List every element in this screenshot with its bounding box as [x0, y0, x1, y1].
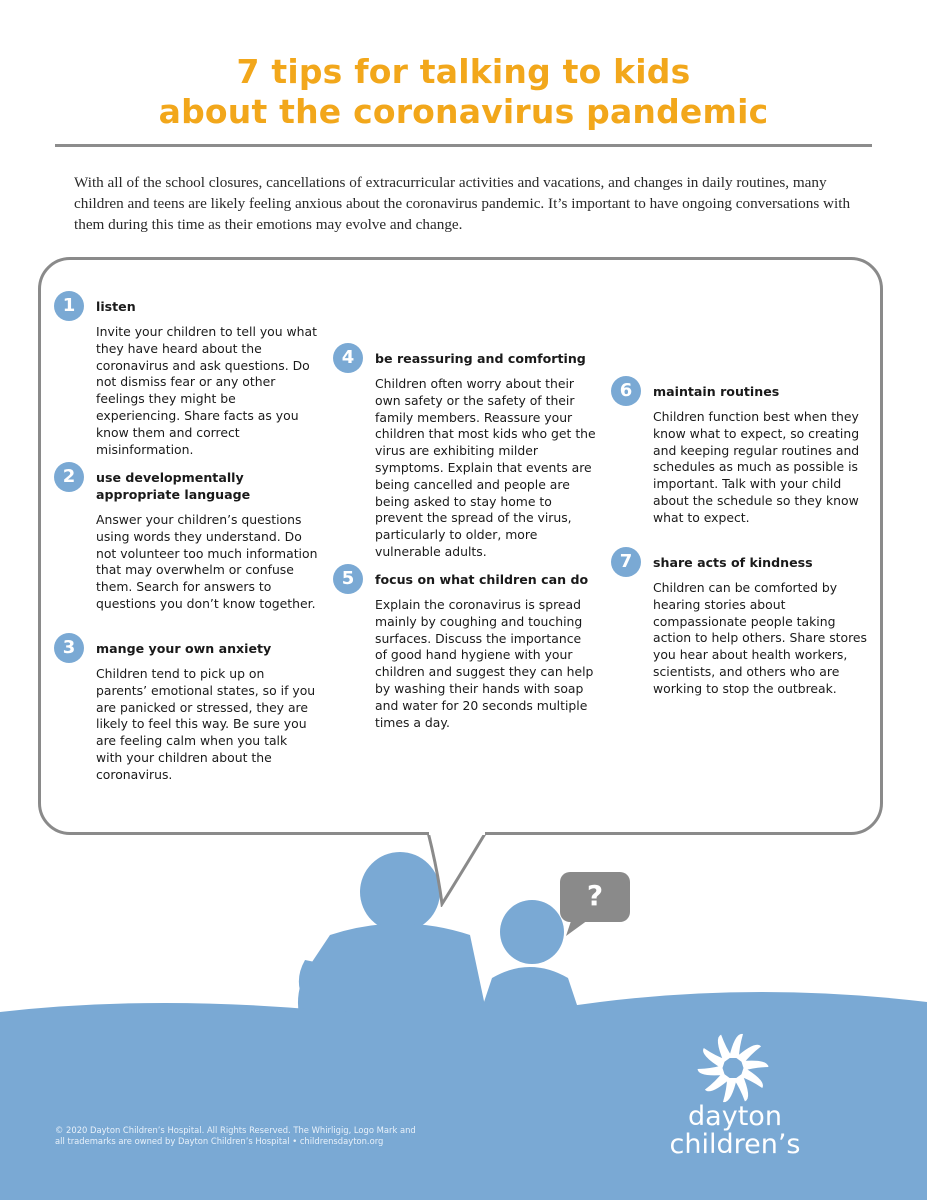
tip-heading: use developmentally appropriate language	[96, 470, 251, 502]
intro-paragraph: With all of the school closures, cancellations of extracurricular activities and vacations, and changes in daily routines, many children and teens are likely feeling anxious about the coronavirus pandemic. It’s important to have ongoing conversations with them during this time as their emotions may evolve and change.	[74, 174, 851, 233]
tip-heading: maintain routines	[653, 384, 780, 399]
tip-number-badge: 4	[333, 343, 363, 373]
tip-heading: focus on what children can do	[375, 572, 589, 587]
footer-wave	[0, 992, 927, 1200]
tip-1	[62, 295, 321, 458]
tip-number-badge: 1	[54, 291, 84, 321]
tip-number-badge: 6	[611, 376, 641, 406]
brand-wordmark	[655, 1103, 815, 1159]
tip-number-badge: 2	[54, 462, 84, 492]
tip-body: Children tend to pick up on parents’ emotional states, so if you are panicked or stressed, they are likely to feel this way. Be sure you are feeling calm when you talk with your children about the coronavirus.	[96, 666, 316, 782]
tip-heading: mange your own anxiety	[96, 641, 272, 656]
copyright-notice	[55, 1125, 455, 1147]
tip-body: Answer your children’s questions using words they understand. Do not volunteer too much information that may overwhelm or confuse them. Search for answers to questions you don’t know together.	[96, 512, 318, 611]
copyright-line-2: all trademarks are owned by Dayton Children’s Hospital • childrensdayton.org	[55, 1136, 384, 1146]
tip-heading: be reassuring and comforting	[375, 351, 586, 366]
tip-body: Invite your children to tell you what they have heard about the coronavirus and ask questions. Do not dismiss fear or any other feelings they might be experiencing. Share facts as you know them and correct misinformation.	[96, 324, 317, 457]
copyright-line-1: © 2020 Dayton Children’s Hospital. All Rights Reserved. The Whirligig, Logo Mark and	[55, 1125, 416, 1135]
child-head	[500, 900, 564, 964]
tip-5	[341, 568, 595, 731]
tip-body: Explain the coronavirus is spread mainly by coughing and touching surfaces. Discuss the importance of good hand hygiene with your children and suggest they can help by washing their hands with soap and water for 20 seconds multiple times a day.	[375, 597, 594, 730]
tip-number-badge: 5	[333, 564, 363, 594]
speech-bubble-tail	[420, 832, 490, 907]
tip-7	[619, 551, 868, 698]
tip-number-badge: 3	[54, 633, 84, 663]
tip-number-badge: 7	[611, 547, 641, 577]
tip-body: Children can be comforted by hearing stories about compassionate people taking action to help others. Share stores you hear about health workers, scientists, and others who are working to stop the outbreak.	[653, 580, 868, 696]
tip-2	[62, 466, 321, 613]
title-line-2: about the coronavirus pandemic	[158, 92, 769, 131]
tip-body: Children often worry about their own safety or the safety of their family members. Reassure your children that most kids who get the virus are exhibiting milder symptoms. Explain that events are being cancelled and people are being asked to stay home to prevent the spread of the virus, particularly to older, more vulnerable adults.	[375, 376, 596, 559]
brand-line-1: dayton	[688, 1101, 782, 1132]
question-mark: ?	[586, 879, 604, 912]
title-line-1: 7 tips for talking to kids	[236, 52, 691, 91]
tip-4	[341, 347, 600, 561]
tip-body: Children function best when they know what to expect, so creating and keeping regular routines and schedules as much as possible is important. Talk with your child about the schedule so they know what to expect.	[653, 409, 860, 525]
brand-line-2: children’s	[669, 1129, 801, 1160]
tip-6	[619, 380, 875, 527]
tip-heading: share acts of kindness	[653, 555, 813, 570]
tip-3	[62, 637, 316, 784]
tip-heading: listen	[96, 299, 136, 314]
